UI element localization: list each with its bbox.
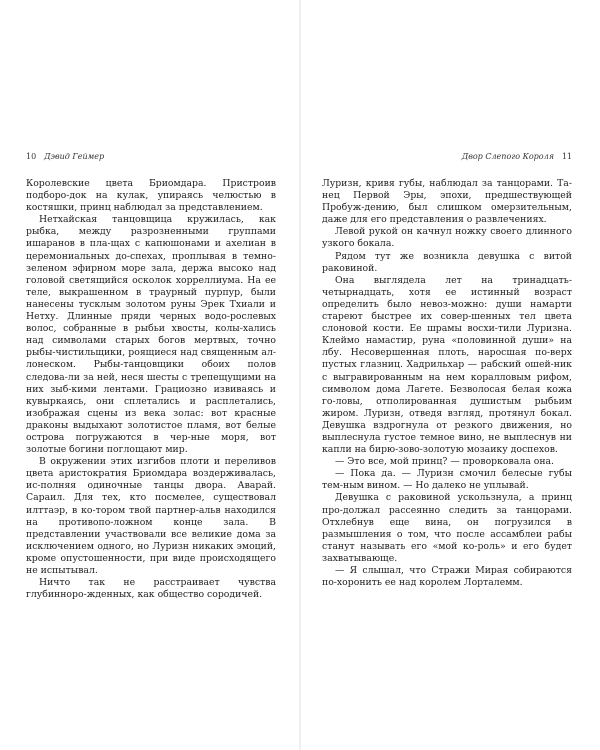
right-paragraph: Девушка с раковиной ускользнула, а принц про-должал рассеянно следить за танцорами. Отхлебнув еще вина, он погрузился в размышления о том, что после ассамблеи рабы станут называть его «мой ко-роль» и его будет захватывающе. bbox=[322, 492, 572, 564]
left-running-head bbox=[26, 150, 276, 164]
right-paragraph: Левой рукой он качнул ножку своего длинного узкого бокала. bbox=[322, 226, 572, 250]
left-paragraph: В окружении этих изгибов плоти и переливов цвета аристократия Бриомдара воздерживалась, ис-полняя одиночные танцы двора. Аварай. Сараил. Для тех, кто посмелее, существовал илттаэр, в ко-тором твой партнер-альв находился на противопо-ложном конце зала. В представлении участвовали все великие дома за исключением одного, но Луризн никаких эмоций, кроме опустошенности, при виде происходящего не испытывал. bbox=[26, 456, 276, 576]
right-paragraph: — Я слышал, что Стражи Мирая собираются по-хоронить ее над королем Лорталемм. bbox=[322, 565, 572, 589]
right-page bbox=[322, 150, 572, 589]
book-gutter bbox=[299, 0, 301, 750]
right-paragraph: Луризн, кривя губы, наблюдал за танцорами. Та-нец Первой Эры, эпохи, предшествующей Пробуж-дению, был слишком омерзительным, даже для его представления о развлечениях. bbox=[322, 178, 572, 226]
left-page-number: 10 bbox=[26, 152, 37, 161]
right-page-text bbox=[322, 178, 572, 589]
right-page-number: 11 bbox=[561, 152, 572, 161]
right-running-head bbox=[322, 150, 572, 164]
right-paragraph: — Пока да. — Луризн смочил белесые губы тем-ным вином. — Но далеко не уплывай. bbox=[322, 468, 572, 492]
left-paragraph: Ничто так не расстраивает чувства глубинноро-жденных, как общество сородичей. bbox=[26, 577, 276, 601]
left-running-head-title: Дэвид Геймер bbox=[44, 152, 105, 161]
left-page-text bbox=[26, 178, 276, 601]
left-page bbox=[26, 150, 276, 601]
right-paragraph: Она выглядела лет на тринадцать-четырнадцать, хотя ее истинный возраст определить было невоз-можно: души намарти стареют быстрее их совер-шенных тел цвета слоновой кости. Ее шрамы восхи-тили Луризна. Клеймо намастир, руна «половинной души» на лбу. Несовершенная плоть, наросшая по-верх пустых глазниц. Хадрильхар — рабский ошей-ник с выгравированным на нем коралловым рифом, символом дома Лагете. Безволосая белая кожа го-ловы, отполированная душистым рыбьим жиром. Луризн, отведя взгляд, протянул бокал. Девушка вздрогнула от резкого движения, но выплеснула густое темное вино, не выплеснув ни капли на бирю-зово-золотую мозаику доспехов. bbox=[322, 274, 572, 456]
left-paragraph: Королевские цвета Бриомдара. Пристроив подборо-док на кулак, упираясь челюстью в костяшки, принц наблюдал за представлением. bbox=[26, 178, 276, 214]
left-paragraph: Нетхайская танцовщица кружилась, как рыбка, между разрозненными группами ишаранов в пла-щах с капюшонами и ахелиан в церемониальных до-спехах, проплывая в темно-зеленом эфирном море зала, держа высоко над головой светящийся осколок хорреллиума. На ее теле, выкрашенном в траурный пурпур, были нанесены тусклым золотом руны Эрек Тхиали и Нетху. Длинные пряди черных водо-рослевых волос, собранные в рыбьи хвосты, колы-хались над символами старых богов мертвых, точно рыбы-чистильщики, роящиеся над священным ал-лонеском. Рыбы-танцовщики обоих полов следова-ли за ней, неся шесты с трепещущими на них зыб-кими лентами. Грациозно извиваясь и кувыркаясь, они сплетались и расплетались, изображая сцены из века золас: вот красные драконы выдыхают золотистое пламя, вот белые острова погружаются в чер-ные моря, вот золотые богини поглощают мир. bbox=[26, 214, 276, 456]
right-paragraph: — Это все, мой принц? — проворковала она. bbox=[335, 456, 555, 468]
right-running-head-title: Двор Слепого Короля bbox=[461, 152, 554, 161]
right-paragraph: Рядом тут же возникла девушка с витой раковиной. bbox=[322, 250, 572, 274]
